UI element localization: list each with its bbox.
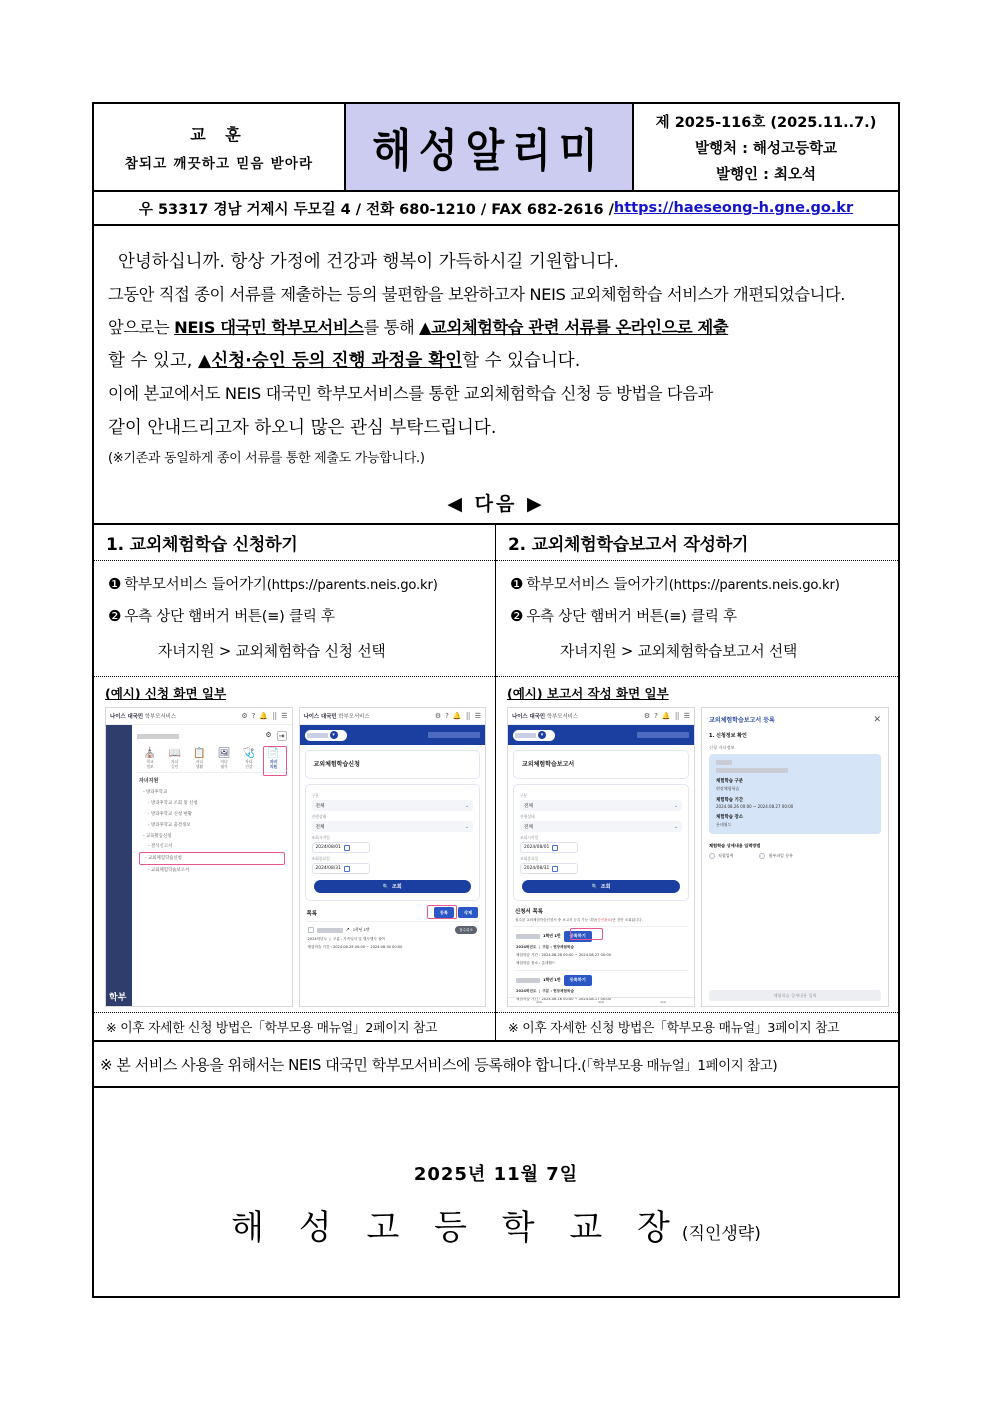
screenshot-report-dialog [701,707,889,1007]
app-statusbar [106,708,292,725]
menu-item-selected[interactable]: - 교외체험학습신청 [139,852,285,865]
menu-overlay [132,725,292,1006]
menu-item[interactable]: - 교외체험학습보고서 [148,867,190,873]
label-gubun: 구분 [311,793,319,799]
delete-button[interactable]: 삭제 [458,907,478,918]
radio-icon [709,853,715,859]
menu-item[interactable]: - 방과후학교 [143,790,168,796]
body-line-5: 이에 본교에서도 NEIS 대국민 학부모서비스를 통한 교외체험학습 신청 등 방법을 다음과 [108,384,713,404]
next-divider: ◀ 다음 ▶ [94,481,898,525]
form-filters [513,784,689,901]
step-2: ❷ 우측 상단 햄버거 버튼(≡) 클릭 후 [510,607,737,626]
row-period: 체험학습 기간 : 2024.08.29 00:00 ~ 2024.08.30 00:00 [307,945,403,950]
child-selector-band [300,725,486,745]
menu-icon-eval[interactable]: 🖼 자녀 평가 [217,748,231,769]
bell-icon[interactable]: 🔔 [661,711,671,720]
example-2-label: (예시) 보고서 작성 화면 일부 [507,686,669,702]
form-card [513,750,689,779]
select-gubun[interactable]: 전체 ⌄ [312,800,474,811]
list-header [300,901,486,921]
gear-icon[interactable]: ⚙ [643,711,651,720]
seal-omitted: (직인생략) [681,1224,761,1245]
step-2: ❷ 우측 상단 햄버거 버튼(≡) 클릭 후 [108,607,335,626]
calendar-icon [552,845,558,851]
signature-date: 2025년 11월 7일 [413,1164,579,1186]
book-icon: 📖 [168,748,181,760]
menu-icon-school[interactable]: ⛪ 학교 정보 [143,748,157,769]
chevron-down-icon: ⌄ [464,823,469,830]
newsletter-banner [346,104,634,190]
list-title: 목록 [306,910,317,917]
app-logo: 나이스 대국민 학부모서비스 [512,714,579,721]
row-grade: 1학년 1반 [543,977,561,983]
select-gubun[interactable]: 전체 ⌄ [520,800,682,811]
body-line-4: 할 수 있고, ▲신청·승인 등의 진행 과정을 확인할 수 있습니다. [108,351,581,372]
search-button[interactable]: 🔍 조회 [314,880,472,893]
hamburger-icon[interactable]: ☰ [281,711,288,720]
grid-icon[interactable]: ⣿ [465,711,471,720]
list-header [508,901,694,918]
info-key: 체험학습 장소 [716,815,743,821]
dialog-info-box [709,754,881,834]
signature-block [94,1088,898,1249]
form-card [305,750,481,779]
column-1-example [94,677,495,1012]
grid-icon[interactable]: ⣿ [674,711,680,720]
chevron-down-icon: ⌄ [464,802,469,809]
issue-info-cell [634,104,898,190]
child-selector[interactable] [513,730,555,741]
step-2-substep: 자녀지원 > 교외체험학습보고서 선택 [560,643,798,661]
gear-icon[interactable]: ⚙ [434,711,442,720]
body-line-3: 앞으로는 NEIS 대국민 학부모서비스를 통해 ▲교외체험학습 관련 서류를 온라인으로 제출 [108,317,729,337]
row-checkbox[interactable] [308,927,314,933]
address-text: 우 53317 경남 거제시 두모길 4 / 전화 680-1210 / FAX 682-2616 / [138,201,614,218]
motto-title: 교 훈 [190,125,248,144]
menu-icon-approve[interactable]: 📖 자녀 승인 [168,748,181,769]
search-icon: 🔍 [591,883,598,890]
publisher-org: 발행처 : 해성고등학교 [695,140,837,157]
form-title: 교외체험학습보고서 [522,761,575,769]
column-2-heading: 2. 교외체험학습보고서 작성하기 [496,525,898,561]
label-to-date: 조회종료일 [311,856,330,862]
list-item [306,921,480,954]
label-gubun: 구분 [520,793,528,799]
step-1: ❶ 학부모서비스 들어가기(https://parents.neis.go.kr) [108,575,438,594]
sidebar-watermark: 학부 [109,993,127,1004]
chevron-down-icon: ⌄ [673,802,678,809]
student-name-redacted [716,760,732,765]
column-report [496,525,898,1040]
example-1-label: (예시) 신청 화면 일부 [105,686,227,702]
child-selector-band [508,725,694,745]
row-grade: 1학년 1반 [543,933,561,939]
picture-icon: 🖼 [217,748,231,760]
status-badge: 접수취소 [455,926,477,934]
example-1-screenshots [105,707,486,1007]
search-icon: 🔍 [382,883,390,890]
list-item-header [516,931,686,942]
menu-item[interactable]: - 방과후학교 신청 현황 [148,812,192,818]
list-item [514,926,688,970]
app-statusbar [508,708,694,725]
gear-icon[interactable]: ⚙ [241,711,248,720]
chevron-down-icon: ▾ [538,731,546,739]
help-icon[interactable]: ? [445,711,449,720]
row-period: 체험학습 기간 : 2024.08.26 00:00 ~ 2024.08.27 00:00 [516,952,611,957]
info-key: 체험학습 구분 [716,779,743,785]
info-value: 롯데월드 [716,821,732,827]
student-name-redacted [516,934,540,939]
document-icon: 📄 [267,748,280,760]
list-actions [434,907,478,918]
radio-file-upload[interactable]: 첨부파일 등록 [759,853,792,859]
example-2-screenshots [507,707,889,1007]
dialog-title: 교외체험학습보고서 등록 [709,717,775,725]
bottom-nav-item[interactable]: ▬▬ [659,1000,667,1005]
student-detail-redacted [716,768,788,773]
statusbar-icons [644,713,690,720]
screenshot-apply-form [299,707,487,1007]
menu-item[interactable]: - 방과후학교 출결정보 [148,822,191,828]
help-icon[interactable]: ? [251,711,256,720]
motto-subtitle: 참되고 깨끗하고 믿음 받아라 [124,156,314,172]
user-name-redacted [137,734,179,739]
row-year-gubun: 2024학년도 | 구분 : 현장체험학습 [516,944,574,949]
column-2-example [496,677,898,1012]
menu-top-icons [265,731,286,741]
label-from-date: 조회시작일 [520,835,539,841]
column-2-steps [496,561,898,677]
info-value: 현장체험학습 [716,785,740,791]
calendar-icon [552,866,558,872]
row-place: 체험학습 장소 : 롯데월드 [516,960,556,965]
column-1-heading: 1. 교외체험학습 신청하기 [94,525,495,561]
app-statusbar [300,708,486,725]
select-status[interactable]: 전체 ⌄ [312,821,474,832]
step-1: ❶ 학부모서비스 들어가기(https://parents.neis.go.kr) [510,575,840,594]
app-logo: 나이스 대국민 학부모서비스 [303,714,370,721]
body-line-2: 그동안 직접 종이 서류를 제출하는 등의 불편함을 보완하고자 NEIS 교외체험학습 서비스가 개편되었습니다. [108,285,846,305]
search-button[interactable]: 🔍 조회 [522,880,680,893]
dialog [702,708,888,859]
column-apply [94,525,496,1040]
signature-name: 해 성 고 등 학 교 장(직인생략) [231,1208,761,1249]
settings-icon[interactable]: ⚙ [265,731,272,740]
calendar-icon [344,845,350,851]
school-motto-cell [94,104,346,190]
banner-title: 해성알리미 [372,125,606,177]
list-item-header [516,975,686,986]
list-description: 접수된 교외체험학습신청서 중 보고서 등록 가능 대상(승인완료)만 건만 조회됩니다. [515,918,643,923]
input-from-date[interactable]: 2024/08/01 [312,842,370,853]
instruction-columns [94,525,898,1042]
clipboard-icon: 📋 [193,748,206,760]
calendar-icon [344,866,350,872]
bottom-nav [508,997,694,1006]
list-item-header [308,926,478,934]
row-year-gubun: 2024학년도 | 구분 : 현장체험학습 [516,988,574,993]
notice-paren: (「학부모용 매뉴얼」1페이지 참고) [581,1058,778,1075]
list-title: 신청서 목록 [515,909,543,916]
bell-icon[interactable]: 🔔 [259,711,269,720]
logout-icon[interactable]: ⇥ [278,732,285,741]
menu-item[interactable]: - 교육활동신청 [143,833,172,839]
student-name-redacted [317,928,343,933]
menu-user-row [137,729,287,743]
dialog-footer-button[interactable]: 체험학습 상세내용 입력 [709,990,881,1001]
child-selector[interactable] [305,730,347,741]
app-logo: 나이스 대국민 학부모서비스 [110,714,177,721]
radio-group [709,853,881,859]
publisher-person: 발행인 : 최오석 [716,166,816,183]
band-redacted [637,732,689,738]
label-from-date: 조회시작일 [311,835,330,841]
row-grade: 1학년 1반 [352,927,370,933]
student-name-redacted [516,978,540,983]
dialog-step-title: 1. 신청정보 확인 [709,733,747,740]
column-1-steps [94,561,495,677]
input-from-date[interactable]: 2024/08/01 [520,842,578,853]
statusbar-icons [241,713,287,720]
document-frame [92,102,900,1298]
body-line-6: 같이 안내드리고자 하오니 많은 관심 부탁드립니다. [108,417,497,438]
label-status: 진행상태 [311,814,327,820]
radio-icon [759,853,765,859]
band-redacted [428,732,480,738]
register-report-button[interactable]: 등록하기 [564,931,592,942]
hamburger-icon[interactable]: ☰ [474,711,481,720]
form-title: 교외체험학습신청 [313,761,360,769]
hamburger-icon[interactable]: ☰ [683,711,690,720]
close-icon[interactable]: ✕ [873,714,881,725]
screenshot-report-form [507,707,695,1007]
dialog-field-label: 신청 자녀정보 [709,745,735,751]
address-bar [94,192,898,226]
dialog-header [709,715,881,724]
bottom-nav-item[interactable]: ▬▬ [597,1000,605,1005]
info-key: 체험학습 기간 [716,797,743,803]
school-icon: ⛪ [143,748,157,760]
column-2-footnote: ※ 이후 자세한 신청 방법은「학부모용 매뉴얼」3페이지 참고 [496,1012,898,1040]
statusbar-icons [435,713,481,720]
row-year-gubun: 2024학년도 | 구분 : 가족일서 및 행사행사 참여 [307,937,385,942]
register-report-button[interactable]: 등록하기 [564,975,592,986]
form-filters [305,784,481,901]
body-note: (※기존과 동일하게 종이 서류를 통한 제출도 가능합니다.) [108,451,425,467]
screenshot-menu [105,707,293,1007]
register-button[interactable]: 등록 [434,907,454,918]
menu-item[interactable]: - 방과후학교 조회 및 신청 [148,801,198,807]
radio-group-label: 체험학습 상세내용 입력방법 [709,842,761,848]
radio-direct-input[interactable]: 직접입력 [709,853,733,859]
label-status: 진행상태 [520,814,535,820]
menu-item[interactable]: - 결석신고서 [148,844,173,850]
help-icon[interactable]: ? [654,711,658,720]
menu-list [137,787,287,875]
chevron-down-icon: ⌄ [673,823,678,830]
chevron-down-icon: ▾ [330,731,338,739]
info-value: 2024.08.26 00:00 ~ 2024.08.27 00:00 [716,804,794,810]
column-1-footnote: ※ 이후 자세한 신청 방법은「학부모용 매뉴얼」2페이지 참고 [94,1012,495,1040]
menu-icon-support[interactable]: 📄 자녀 지원 [267,748,280,769]
menu-section-title: 자녀지원 [137,772,287,787]
bottom-nav-item[interactable]: ▬▬ [535,1000,543,1005]
label-to-date: 조회종료일 [520,856,539,862]
grid-icon[interactable]: ⣿ [272,711,278,720]
row-period: 체험학습 기간 : 2024.08.16 00:00 ~ 2024.08.17 00:00 [516,996,611,1001]
select-status[interactable]: 전체 ⌄ [520,821,682,832]
school-website-link[interactable]: https://haeseong-h.gne.go.kr [613,200,854,216]
body-line-1: 안녕하십니까. 항상 가정에 건강과 행복이 가득하시길 기원합니다. [118,252,619,272]
external-link-icon[interactable]: ↗ [345,927,350,934]
bell-icon[interactable]: 🔔 [452,711,462,720]
menu-icon-life[interactable]: 📋 자녀 생활 [193,748,206,769]
input-to-date[interactable]: 2024/08/31 [520,863,578,874]
menu-icon-row [137,743,287,772]
step-2-substep: 자녀지원 > 교외체험학습 신청 선택 [158,643,386,661]
notice-main: ※ 본 서비스 사용을 위해서는 NEIS 대국민 학부모서비스에 등록해야 합니다. [100,1055,582,1074]
menu-icon-health[interactable]: 🩺 자녀 건강 [242,748,255,769]
issue-number: 제 2025-116호 (2025.11..7.) [655,114,877,131]
masthead [94,104,898,192]
health-icon: 🩺 [242,748,255,760]
input-to-date[interactable]: 2024/08/31 [312,863,370,874]
greeting-body [94,226,898,481]
app-sidebar [106,725,132,1006]
registration-notice [94,1042,898,1088]
